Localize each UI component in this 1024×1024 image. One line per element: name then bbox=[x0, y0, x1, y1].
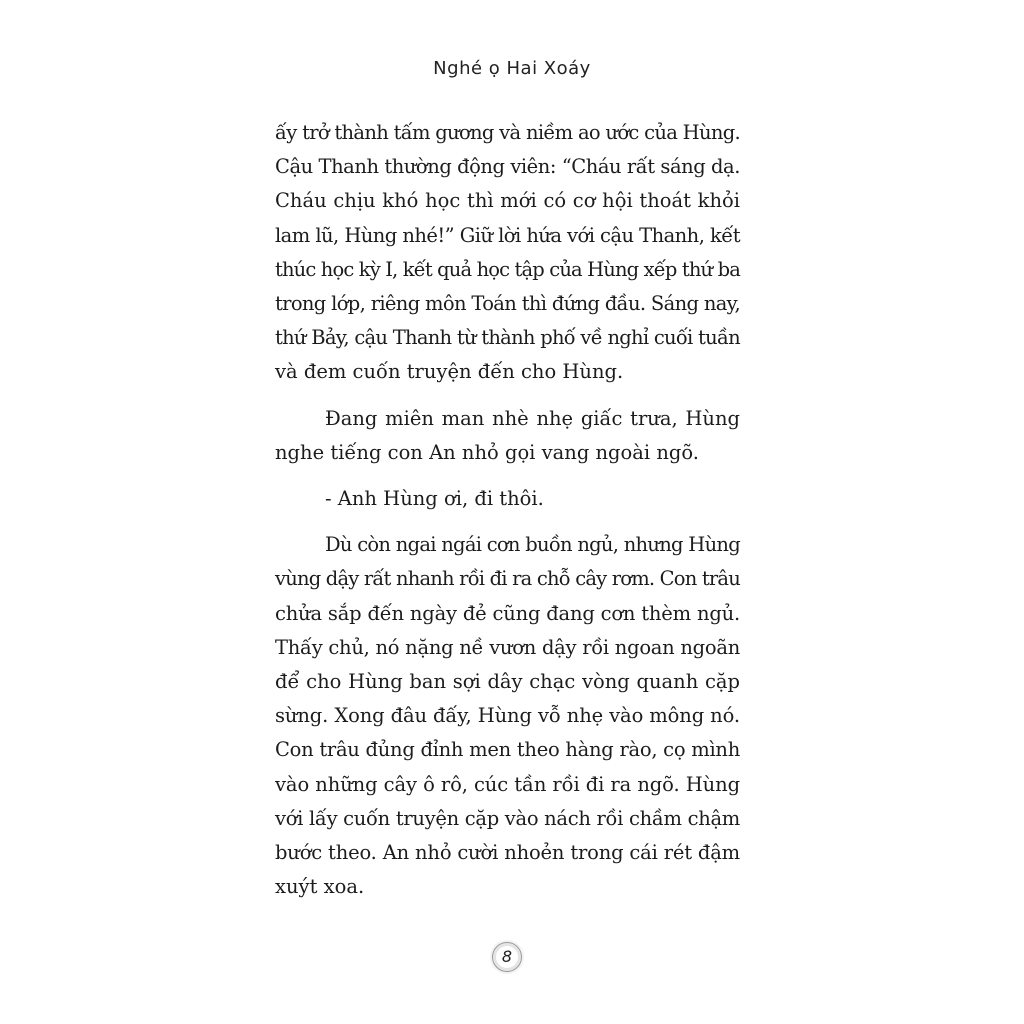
text-line: với lấy cuốn truyện cặp vào nách rồi chầm chậm bbox=[275, 806, 740, 830]
running-head-title: Nghé ọ Hai Xoáy bbox=[433, 58, 591, 79]
text-line: Dù còn ngai ngái cơn buồn ngủ, nhưng Hùng bbox=[325, 533, 740, 557]
text-line: Thấy chủ, nó nặng nề vươn dậy rồi ngoan ngoãn bbox=[275, 635, 740, 659]
text-line: thúc học kỳ I, kết quả học tập của Hùng xếp thứ ba bbox=[275, 257, 740, 281]
text-line: xuýt xoa. bbox=[275, 875, 365, 899]
paragraph-1 bbox=[275, 116, 740, 390]
text-line: Đang miên man nhè nhẹ giấc trưa, Hùng bbox=[325, 406, 740, 430]
page-number: 8 bbox=[501, 947, 513, 966]
text-line: Con trâu đủng đỉnh men theo hàng rào, cọ mình bbox=[275, 738, 740, 762]
text-line: nghe tiếng con An nhỏ gọi vang ngoài ngõ. bbox=[275, 440, 699, 464]
text-line: vùng dậy rất nhanh rồi đi ra chỗ cây rơm. Con trâu bbox=[275, 567, 740, 591]
text-line: để cho Hùng ban sợi dây chạc vòng quanh cặp bbox=[275, 670, 740, 694]
text-line: Cháu chịu khó học thì mới có cơ hội thoát khỏi bbox=[275, 189, 740, 213]
text-line: Cậu Thanh thường động viên: “Cháu rất sáng dạ. bbox=[275, 155, 740, 179]
text-line: thứ Bảy, cậu Thanh từ thành phố về nghỉ cuối tuần bbox=[275, 326, 740, 350]
paragraph-4 bbox=[275, 528, 740, 904]
paragraph-2 bbox=[275, 402, 740, 470]
text-line: lam lũ, Hùng nhé!” Giữ lời hứa với cậu Thanh, kết bbox=[275, 223, 740, 247]
text-line: - Anh Hùng ơi, đi thôi. bbox=[325, 487, 544, 511]
text-line: bước theo. An nhỏ cười nhoẻn trong cái rét đậm bbox=[275, 841, 740, 865]
paragraph-3-dialogue bbox=[275, 482, 740, 516]
body-text bbox=[275, 116, 740, 904]
text-line: ấy trở thành tấm gương và niềm ao ước của Hùng. bbox=[275, 121, 740, 144]
text-line: trong lớp, riêng môn Toán thì đứng đầu. Sáng nay, bbox=[275, 292, 740, 316]
text-line: vào những cây ô rô, cúc tần rồi đi ra ngõ. Hùng bbox=[275, 772, 740, 796]
text-line: và đem cuốn truyện đến cho Hùng. bbox=[275, 360, 624, 384]
text-line: sừng. Xong đâu đấy, Hùng vỗ nhẹ vào mông nó. bbox=[275, 704, 740, 728]
page-number-badge bbox=[492, 942, 522, 972]
text-line: chửa sắp đến ngày đẻ cũng đang cơn thèm ngủ. bbox=[275, 601, 740, 625]
